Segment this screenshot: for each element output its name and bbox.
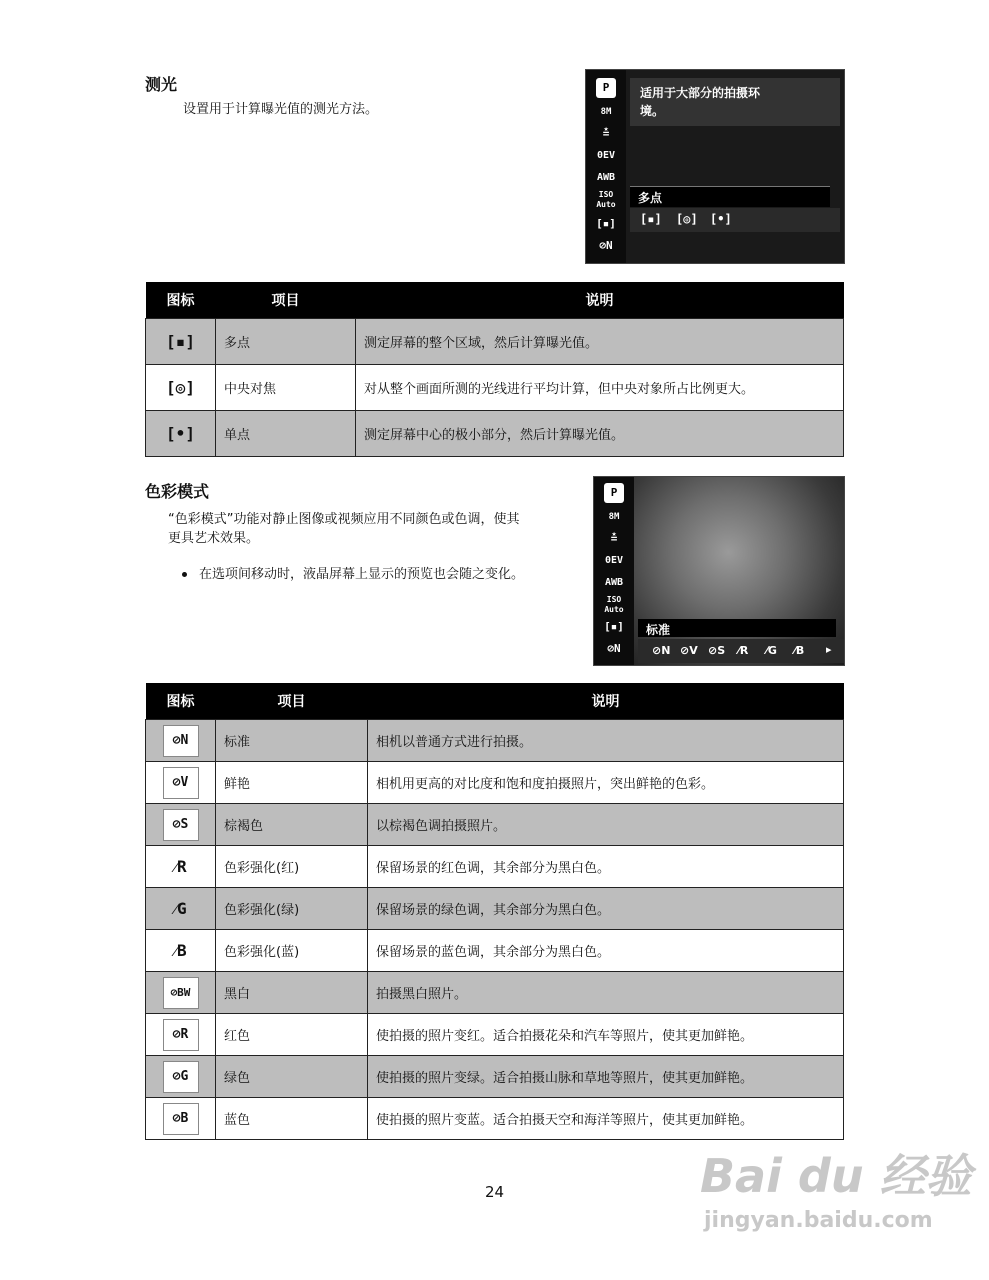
sepia-color-icon: ⊘S xyxy=(163,809,199,841)
row-desc: 保留场景的蓝色调，其余部分为黑白色。 xyxy=(368,930,844,972)
watermark-logo: Bai du 经验 xyxy=(700,1149,972,1203)
green-tone-icon: ⊘G xyxy=(163,1061,199,1093)
row-desc: 使拍摄的照片变红。适合拍摄花朵和汽车等照片，使其更加鲜艳。 xyxy=(368,1014,844,1056)
selected-option-label: 标准 xyxy=(646,623,671,637)
help-box xyxy=(630,78,840,126)
header-desc: 说明 xyxy=(356,282,844,319)
row-desc: 保留场景的绿色调，其余部分为黑白色。 xyxy=(368,888,844,930)
table-row xyxy=(146,930,844,972)
row-desc: 对从整个画面所测的光线进行平均计算，但中央对象所占比例更大。 xyxy=(356,365,844,411)
row-item: 标准 xyxy=(216,720,368,762)
color-mode-desc-line2: 更具艺术效果。 xyxy=(168,531,260,546)
program-mode-icon: P xyxy=(596,78,616,98)
selected-option-label: 多点 xyxy=(638,191,663,205)
iso-icon: ISO Auto xyxy=(604,595,624,614)
accent-red-option[interactable]: ⁄R xyxy=(738,644,749,657)
camera-side-menu xyxy=(594,477,634,665)
table-row xyxy=(146,804,844,846)
bullet-item xyxy=(182,565,524,585)
awb-icon: AWB xyxy=(604,577,624,588)
help-text-line2: 境。 xyxy=(640,104,665,118)
color-mode-title: 色彩模式 xyxy=(145,482,210,501)
table-row xyxy=(146,846,844,888)
blue-tone-icon: ⊘B xyxy=(163,1103,199,1135)
option-strip xyxy=(630,208,840,232)
quality-icon: ≛ xyxy=(610,532,618,545)
page-number: 24 xyxy=(484,1183,505,1201)
quality-icon: ≛ xyxy=(602,127,610,140)
header-item: 项目 xyxy=(216,282,356,319)
header-icon: 图标 xyxy=(146,683,216,720)
row-item: 绿色 xyxy=(216,1056,368,1098)
row-desc: 相机以普通方式进行拍摄。 xyxy=(368,720,844,762)
iso-icon: ISO Auto xyxy=(596,190,616,209)
ev-icon: 0EV xyxy=(604,555,624,566)
accent-red-icon: ⁄R xyxy=(174,856,187,876)
standard-option[interactable]: ⊘N xyxy=(652,644,671,657)
red-tone-icon: ⊘R xyxy=(163,1019,199,1051)
color-mode-desc-line1: “色彩模式”功能对静止图像或视频应用不同颜色或色调，使其 xyxy=(168,512,520,527)
color-mode-icon: ⊘N xyxy=(599,239,613,252)
color-mode-camera-screen xyxy=(593,476,845,666)
row-item: 鲜艳 xyxy=(216,762,368,804)
accent-green-option[interactable]: ⁄G xyxy=(766,644,777,657)
multi-metering-icon: [▪] xyxy=(166,331,195,351)
metering-camera-screen xyxy=(585,69,845,264)
help-text-line1: 适用于大部分的拍摄环 xyxy=(640,86,761,100)
row-item: 单点 xyxy=(216,411,356,457)
table-row xyxy=(146,319,844,365)
center-metering-icon: [◎] xyxy=(166,377,195,397)
metering-icon: [▪] xyxy=(596,217,616,230)
row-desc: 使拍摄的照片变绿。适合拍摄山脉和草地等照片，使其更加鲜艳。 xyxy=(368,1056,844,1098)
bullet-dot xyxy=(182,572,187,577)
sepia-option[interactable]: ⊘S xyxy=(708,644,726,657)
row-item: 红色 xyxy=(216,1014,368,1056)
spot-metering-icon: [•] xyxy=(166,423,195,443)
row-item: 中央对焦 xyxy=(216,365,356,411)
row-desc: 拍摄黑白照片。 xyxy=(368,972,844,1014)
row-item: 色彩强化(蓝) xyxy=(216,930,368,972)
ev-icon: 0EV xyxy=(596,150,616,161)
option-strip xyxy=(638,639,844,663)
selected-option-bar xyxy=(630,186,830,207)
metering-title: 测光 xyxy=(145,75,178,94)
watermark-url: jingyan.baidu.com xyxy=(704,1208,933,1233)
table-row xyxy=(146,1056,844,1098)
table-row xyxy=(146,972,844,1014)
color-mode-table xyxy=(145,683,844,1140)
accent-blue-icon: ⁄B xyxy=(174,940,187,960)
row-desc: 保留场景的红色调，其余部分为黑白色。 xyxy=(368,846,844,888)
row-item: 多点 xyxy=(216,319,356,365)
row-item: 色彩强化(红) xyxy=(216,846,368,888)
metering-description: 设置用于计算曝光值的测光方法。 xyxy=(183,102,379,117)
row-desc: 相机用更高的对比度和饱和度拍摄照片，突出鲜艳的色彩。 xyxy=(368,762,844,804)
header-item: 项目 xyxy=(216,683,368,720)
metering-icon: [▪] xyxy=(604,620,624,633)
row-desc: 以棕褐色调拍摄照片。 xyxy=(368,804,844,846)
row-item: 蓝色 xyxy=(216,1098,368,1140)
vivid-option[interactable]: ⊘V xyxy=(680,644,698,657)
header-desc: 说明 xyxy=(368,683,844,720)
vivid-color-icon: ⊘V xyxy=(163,767,199,799)
row-item: 黑白 xyxy=(216,972,368,1014)
selected-option-bar xyxy=(638,619,836,637)
header-icon: 图标 xyxy=(146,282,216,319)
row-desc: 测定屏幕的整个区域，然后计算曝光值。 xyxy=(356,319,844,365)
black-white-icon: ⊘BW xyxy=(163,977,199,1009)
accent-blue-option[interactable]: ⁄B xyxy=(794,644,805,657)
camera-side-menu xyxy=(586,70,626,263)
next-arrow-icon[interactable]: ▸ xyxy=(826,643,832,656)
row-item: 色彩强化(绿) xyxy=(216,888,368,930)
resolution-icon: 8M xyxy=(600,107,612,117)
bullet-text: 在选项间移动时，液晶屏幕上显示的预览也会随之变化。 xyxy=(199,567,525,582)
table-row xyxy=(146,888,844,930)
program-mode-icon: P xyxy=(604,483,624,503)
table-row xyxy=(146,720,844,762)
row-desc: 使拍摄的照片变蓝。适合拍摄天空和海洋等照片，使其更加鲜艳。 xyxy=(368,1098,844,1140)
color-mode-icon: ⊘N xyxy=(607,642,621,655)
center-metering-option[interactable]: [◎] xyxy=(676,212,698,226)
spot-metering-option[interactable]: [•] xyxy=(710,212,732,226)
row-desc: 测定屏幕中心的极小部分，然后计算曝光值。 xyxy=(356,411,844,457)
resolution-icon: 8M xyxy=(608,512,620,522)
table-row xyxy=(146,762,844,804)
accent-green-icon: ⁄G xyxy=(174,898,187,918)
multi-metering-option[interactable]: [▪] xyxy=(640,212,662,226)
table-row xyxy=(146,411,844,457)
table-row xyxy=(146,1098,844,1140)
table-row xyxy=(146,1014,844,1056)
row-item: 棕褐色 xyxy=(216,804,368,846)
table-row xyxy=(146,365,844,411)
awb-icon: AWB xyxy=(596,172,616,183)
metering-table xyxy=(145,282,844,457)
standard-color-icon: ⊘N xyxy=(163,725,199,757)
